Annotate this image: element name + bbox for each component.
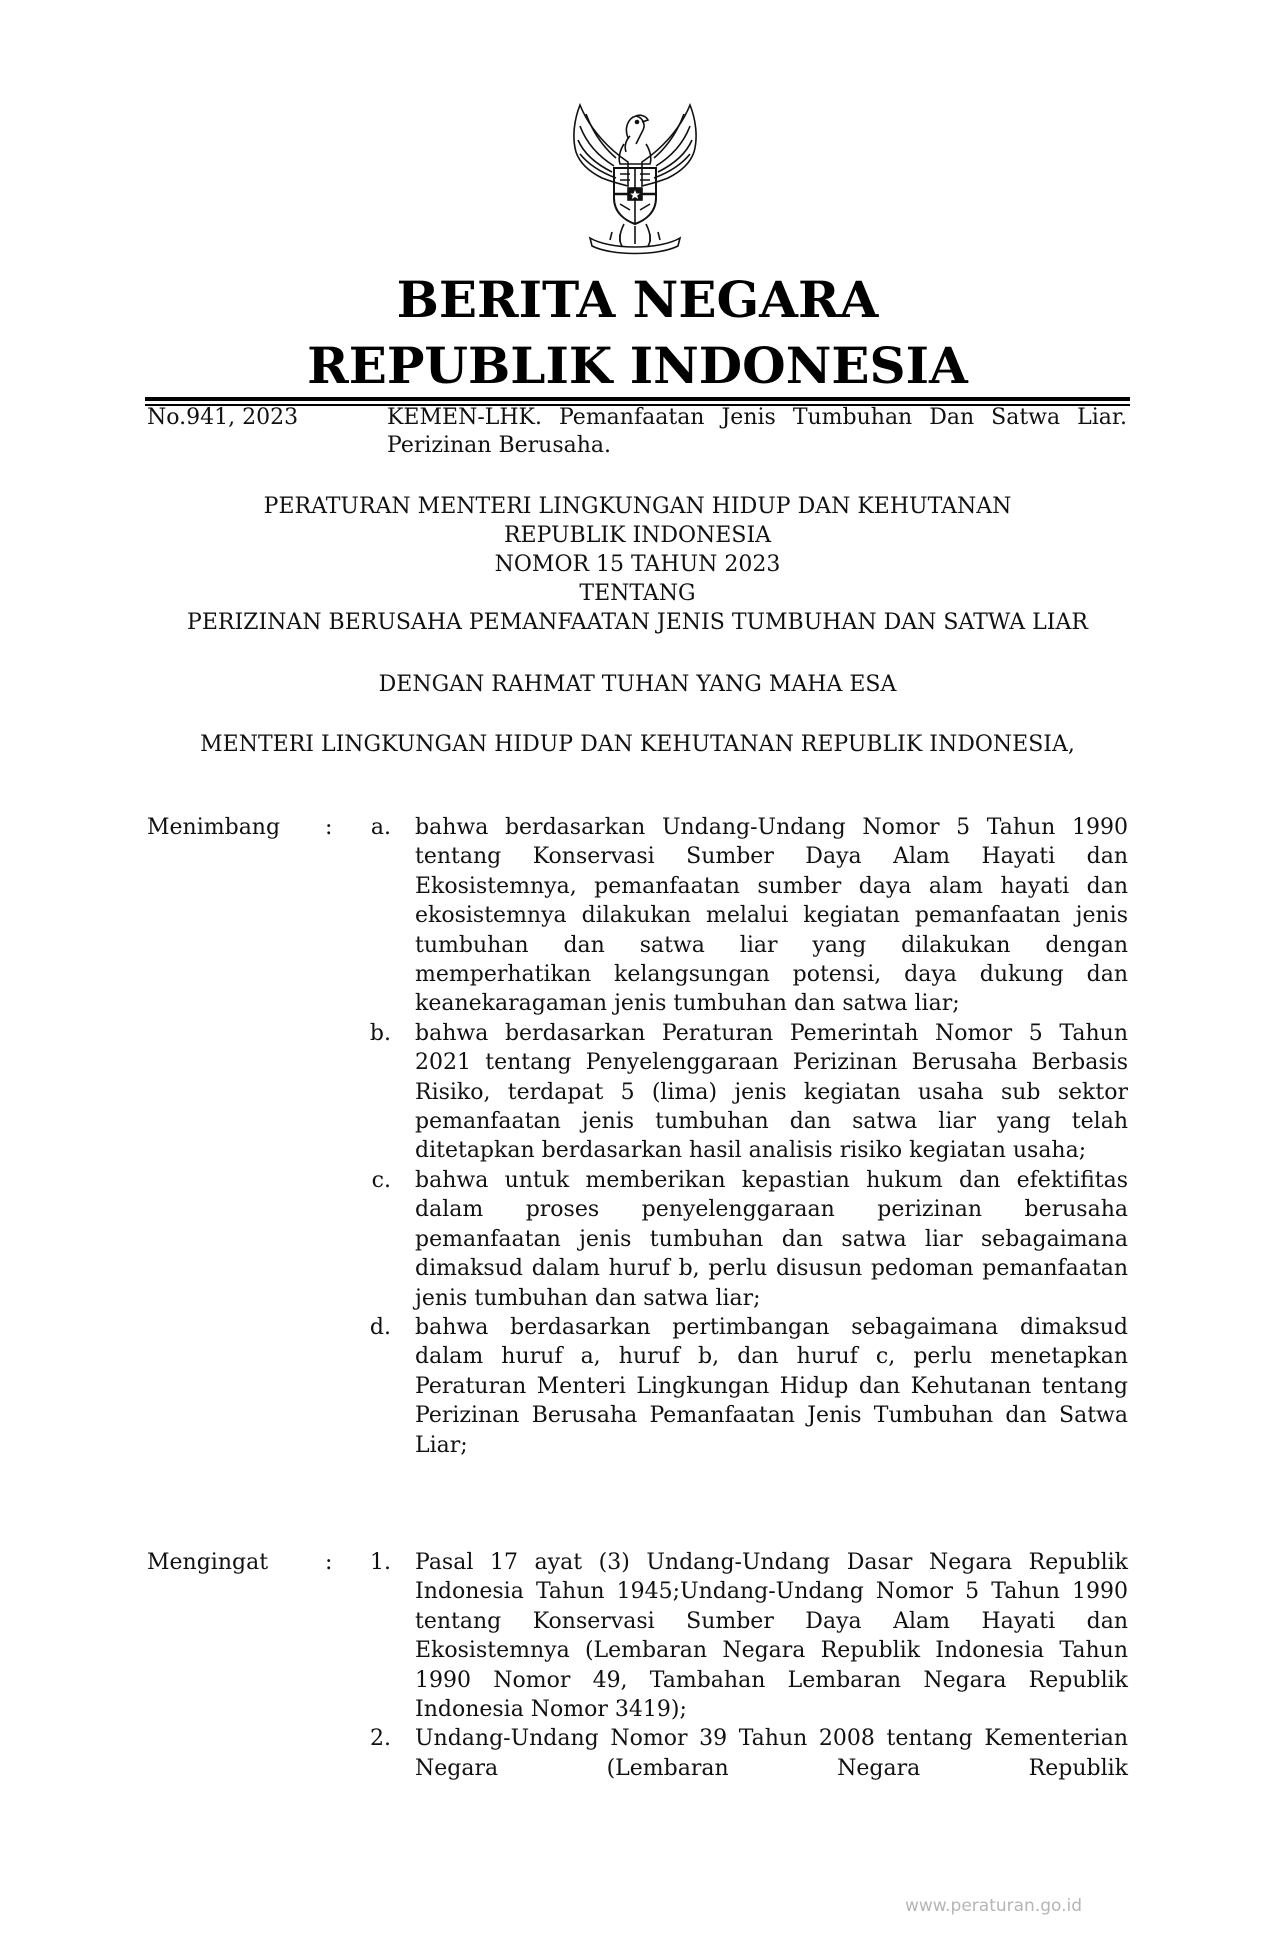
item-number: c. — [371, 1167, 391, 1193]
mengingat-section — [145, 1548, 1130, 1783]
item-text: Undang-Undang Nomor 39 Tahun 2008 tentang Kementerian Negara (Lembaran Negara Republik — [415, 1726, 1128, 1781]
item-number: d. — [369, 1314, 391, 1340]
list-item — [145, 813, 1130, 1019]
footer-url-link[interactable]: www.peraturan.go.id — [905, 1896, 1083, 1916]
item-text: Pasal 17 ayat (3) Undang-Undang Dasar Negara Republik Indonesia Tahun 1945;Undang-Undang Nomor 5 Tahun 1990 tentang Konservasi Sumber Daya Alam Hayati dan Ekosistemnya (Lembaran Negara Republik Indonesia Tahun 1990 Nomor 49, Tambahan Lembaran Negara Republik Indonesia Nomor 3419); — [415, 1550, 1128, 1723]
list-item — [145, 1548, 1130, 1724]
title-line: PERIZINAN BERUSAHA PEMANFAATAN JENIS TUMBUHAN DAN SATWA LIAR — [187, 610, 1088, 635]
section-colon: : — [325, 815, 333, 840]
title-line: NOMOR 15 TAHUN 2023 — [494, 552, 781, 577]
invocation: DENGAN RAHMAT TUHAN YANG MAHA ESA — [378, 672, 897, 697]
gazette-subject: KEMEN-LHK. Pemanfaatan Jenis Tumbuhan Dan Satwa Liar. Perizinan Berusaha. — [387, 405, 1127, 458]
list-item — [145, 1166, 1130, 1313]
item-number: 2. — [370, 1726, 391, 1752]
section-label: Menimbang — [147, 815, 281, 840]
authority-statement: MENTERI LINGKUNGAN HIDUP DAN KEHUTANAN REPUBLIK INDONESIA, — [200, 732, 1075, 757]
item-number: b. — [369, 1020, 391, 1046]
list-item — [145, 1724, 1130, 1783]
menimbang-section — [145, 813, 1130, 1460]
masthead-line-2: REPUBLIK INDONESIA — [307, 336, 968, 395]
item-text: bahwa berdasarkan pertimbangan sebagaimana dimaksud dalam huruf a, huruf b, dan huruf c, perlu menetapkan Peraturan Menteri Lingkungan Hidup dan Kehutanan tentang Perizinan Berusaha Pemanfaatan Jenis Tumbuhan dan Satwa Liar; — [415, 1314, 1128, 1458]
title-line: PERATURAN MENTERI LINGKUNGAN HIDUP DAN KEHUTANAN — [263, 494, 1012, 519]
item-number: 1. — [370, 1550, 391, 1575]
title-line: TENTANG — [579, 581, 696, 606]
masthead-rule-thick — [145, 397, 1130, 401]
list-item — [145, 1019, 1130, 1166]
item-text: bahwa untuk memberikan kepastian hukum dan efektifitas dalam proses penyelenggaraan perizinan berusaha pemanfaatan jenis tumbuhan dan satwa liar sebagaimana dimaksud dalam huruf b, perlu disusun pedoman pemanfaatan jenis tumbuhan dan satwa liar; — [415, 1167, 1128, 1311]
gazette-number: No.941, 2023 — [147, 405, 299, 430]
item-text: bahwa berdasarkan Undang-Undang Nomor 5 Tahun 1990 tentang Konservasi Sumber Daya Alam Hayati dan Ekosistemnya, pemanfaatan sumber daya alam hayati dan ekosistemnya dilakukan melalui kegiatan pemanfaatan jenis tumbuhan dan satwa liar yang dilakukan dengan memperhatikan kelangsungan potensi, daya dukung dan keanekaragaman jenis tumbuhan dan satwa liar; — [415, 815, 1128, 1017]
list-item — [145, 1313, 1130, 1460]
section-colon: : — [325, 1550, 333, 1575]
title-line: REPUBLIK INDONESIA — [503, 523, 772, 548]
item-text: bahwa berdasarkan Peraturan Pemerintah Nomor 5 Tahun 2021 tentang Penyelenggaraan Perizinan Berusaha Berbasis Risiko, terdapat 5 (lima) jenis kegiatan usaha sub sektor pemanfaatan jenis tumbuhan dan satwa liar yang telah ditetapkan berdasarkan hasil analisis risiko kegiatan usaha; — [415, 1020, 1128, 1164]
masthead-line-1: BERITA NEGARA — [396, 270, 879, 329]
regulation-title — [145, 492, 1130, 637]
item-number: a. — [370, 815, 391, 840]
garuda-emblem-icon — [550, 100, 720, 260]
section-label: Mengingat — [147, 1550, 269, 1575]
